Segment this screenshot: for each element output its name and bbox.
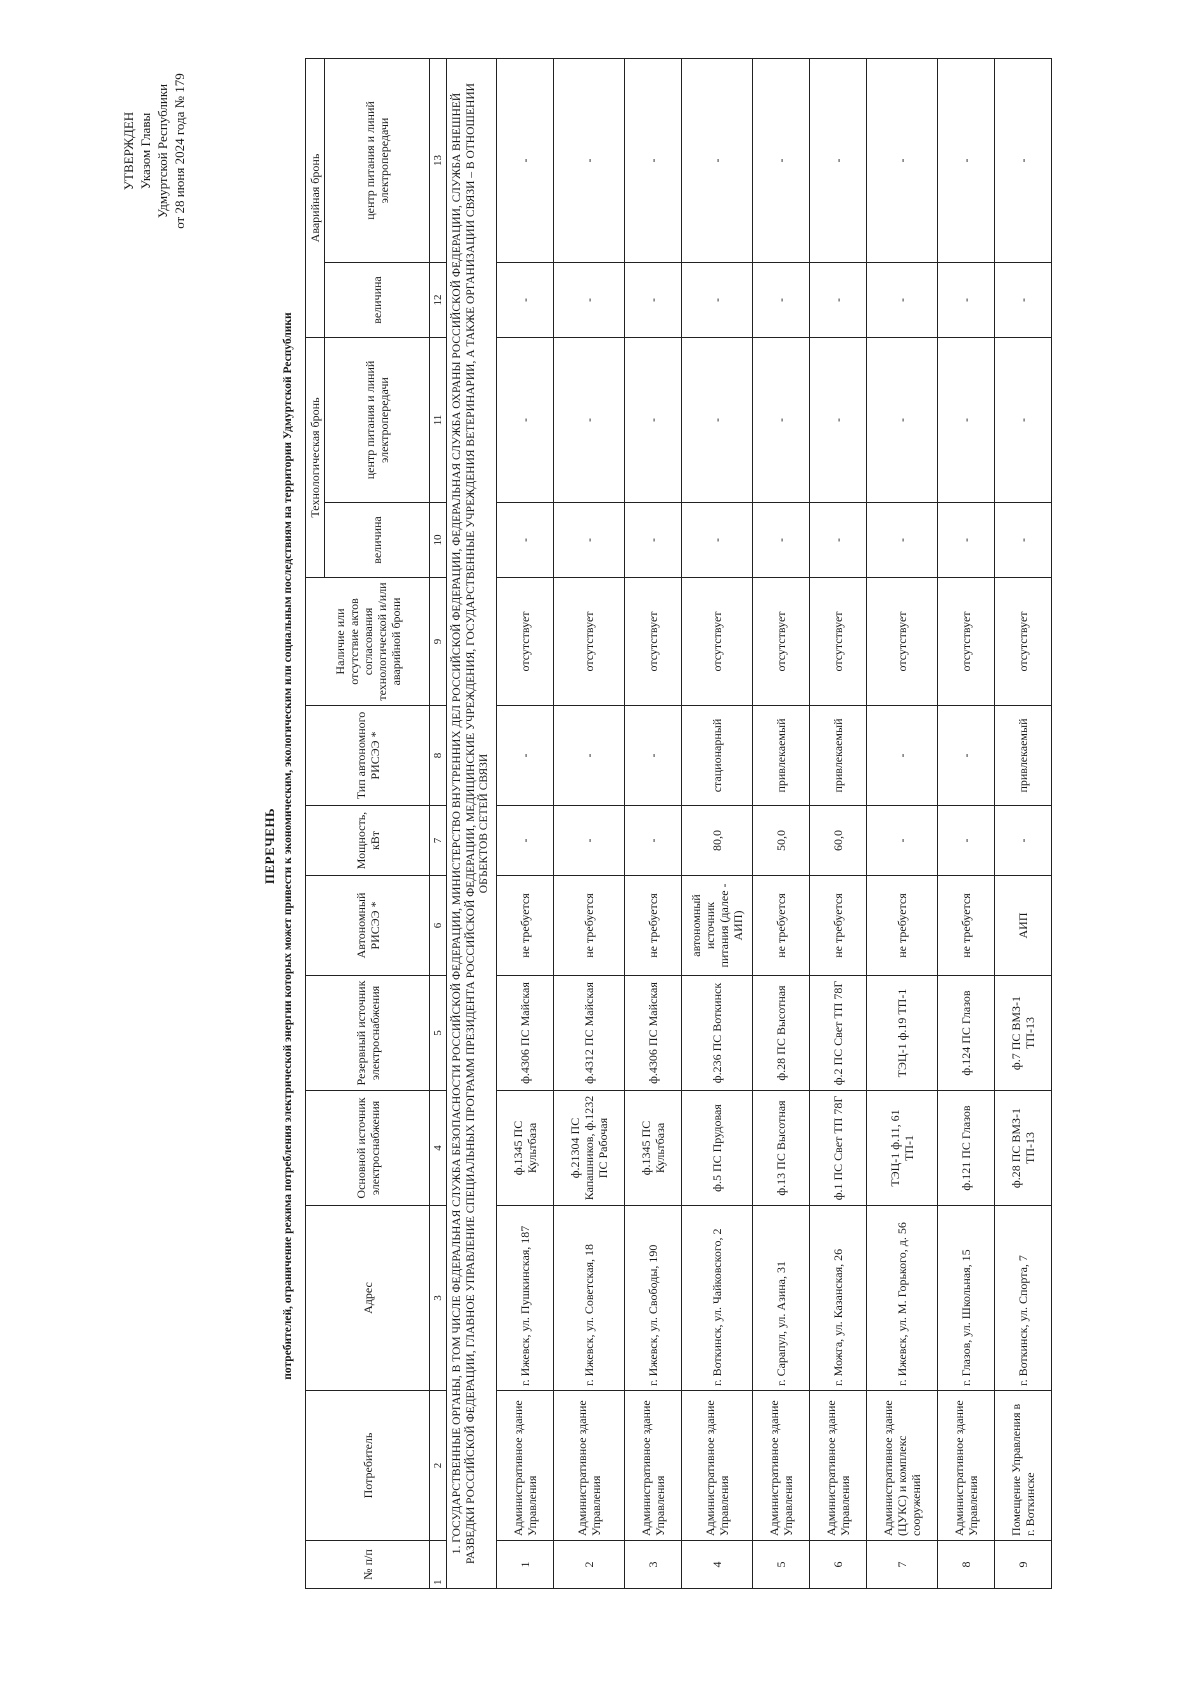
power-cell: - <box>937 806 994 876</box>
consumer-cell: Помещение Управления в г. Воткинске <box>994 1391 1051 1541</box>
em-value-cell: - <box>553 263 624 338</box>
autonomous-type-cell: - <box>937 706 994 806</box>
column-numbers-row <box>430 59 447 1589</box>
header-consumer: Потребитель <box>306 1391 430 1541</box>
header-power: Мощность, кВт <box>306 806 430 876</box>
em-value-cell: - <box>681 263 752 338</box>
column-number: 13 <box>430 59 447 263</box>
address-cell: г. Ижевск, ул. Свободы, 190 <box>624 1206 681 1391</box>
tech-center-cell: - <box>866 338 937 503</box>
autonomous-type-cell: привлекаемый <box>994 706 1051 806</box>
em-center-cell: - <box>994 59 1051 263</box>
em-center-cell: - <box>866 59 937 263</box>
column-number: 12 <box>430 263 447 338</box>
acts-cell: отсутствует <box>809 578 866 706</box>
reserve-source-cell: ф.236 ПС Воткинск <box>681 976 752 1091</box>
em-center-cell: - <box>752 59 809 263</box>
consumer-cell: Административное здание Управления <box>496 1391 553 1541</box>
autonomous-type-cell: привлекаемый <box>809 706 866 806</box>
consumers-table <box>305 58 1052 1589</box>
power-cell: - <box>553 806 624 876</box>
table-row <box>681 59 752 1589</box>
tech-value-cell: - <box>496 503 553 578</box>
autonomous-type-cell: - <box>624 706 681 806</box>
column-number: 2 <box>430 1391 447 1541</box>
tech-value-cell: - <box>624 503 681 578</box>
autonomous-cell: не требуется <box>553 876 624 976</box>
consumer-cell: Административное здание Управления <box>624 1391 681 1541</box>
header-address: Адрес <box>306 1206 430 1391</box>
power-cell: 50,0 <box>752 806 809 876</box>
header-autonomous-type: Тип автономного РИСЭЭ * <box>306 706 430 806</box>
tech-center-cell: - <box>809 338 866 503</box>
acts-cell: отсутствует <box>624 578 681 706</box>
section-heading: 1. ГОСУДАРСТВЕННЫЕ ОРГАНЫ, В ТОМ ЧИСЛЕ ФЕДЕРАЛЬНАЯ СЛУЖБА БЕЗОПАСНОСТИ РОССИЙСКОЙ ФЕДЕРАЦИИ, МИНИСТЕРСТВО ВНУТРЕННИХ ДЕЛ РОССИЙСКОЙ ФЕДЕРАЦИИ, ФЕДЕРАЛЬНАЯ СЛУЖБА ОХРАНЫ РОССИЙСКОЙ ФЕДЕРАЦИИ, СЛУЖБА ВНЕШНЕЙ РАЗВЕДКИ РОССИЙСКОЙ ФЕДЕРАЦИИ, ГЛАВНОЕ УПРАВЛЕНИЕ СПЕЦИАЛЬНЫХ ПРОГРАММ ПРЕЗИДЕНТА РОССИЙСКОЙ ФЕДЕРАЦИИ, МЕДИЦИНСКИЕ УЧРЕЖДЕНИЯ, ГОСУДАРСТВЕННЫЕ УЧРЕЖДЕНИЯ ВЕТЕРИНАРИИ, А ТАКЖЕ ОРГАНИЗАЦИИ СВЯЗИ – В ОТНОШЕНИИ ОБЪЕКТОВ СЕТЕЙ СВЯЗИ <box>447 59 497 1589</box>
tech-center-cell: - <box>681 338 752 503</box>
row-number: 7 <box>866 1541 937 1589</box>
em-value-cell: - <box>752 263 809 338</box>
acts-cell: отсутствует <box>553 578 624 706</box>
main-source-cell: ф.1 ПС Свет ТП 78Г <box>809 1091 866 1206</box>
tech-value-cell: - <box>937 503 994 578</box>
em-value-cell: - <box>809 263 866 338</box>
power-cell: - <box>624 806 681 876</box>
table-row <box>994 59 1051 1589</box>
column-number: 1 <box>430 1541 447 1589</box>
table-row <box>752 59 809 1589</box>
tech-value-cell: - <box>553 503 624 578</box>
reserve-source-cell: ф.4306 ПС Майская <box>624 976 681 1091</box>
header-tech-reserve: Технологическая бронь <box>306 338 325 578</box>
column-number: 8 <box>430 706 447 806</box>
em-value-cell: - <box>866 263 937 338</box>
em-center-cell: - <box>809 59 866 263</box>
power-cell: - <box>866 806 937 876</box>
header-em-center: центр питания и линий электропередачи <box>325 59 430 263</box>
em-center-cell: - <box>937 59 994 263</box>
row-number: 5 <box>752 1541 809 1589</box>
tech-value-cell: - <box>681 503 752 578</box>
reserve-source-cell: ф.4312 ПС Майская <box>553 976 624 1091</box>
main-source-cell: ф.21304 ПС Капашников, ф.1232 ПС Рабочая <box>553 1091 624 1206</box>
em-value-cell: - <box>624 263 681 338</box>
acts-cell: отсутствует <box>937 578 994 706</box>
consumer-cell: Административное здание Управления <box>681 1391 752 1541</box>
table-row <box>496 59 553 1589</box>
column-number: 5 <box>430 976 447 1091</box>
acts-cell: отсутствует <box>752 578 809 706</box>
column-number: 3 <box>430 1206 447 1391</box>
em-value-cell: - <box>496 263 553 338</box>
consumer-cell: Административное здание Управления <box>553 1391 624 1541</box>
row-number: 3 <box>624 1541 681 1589</box>
table-row <box>553 59 624 1589</box>
address-cell: г. Воткинск, ул. Чайковского, 2 <box>681 1206 752 1391</box>
section-row <box>447 59 497 1589</box>
em-center-cell: - <box>496 59 553 263</box>
power-cell: - <box>994 806 1051 876</box>
header-row <box>306 59 325 1589</box>
reserve-source-cell: ТЭЦ-1 ф.19 ТП-1 <box>866 976 937 1091</box>
autonomous-type-cell: - <box>496 706 553 806</box>
address-cell: г. Воткинск, ул. Спорта, 7 <box>994 1206 1051 1391</box>
tech-value-cell: - <box>809 503 866 578</box>
tech-center-cell: - <box>752 338 809 503</box>
tech-value-cell: - <box>752 503 809 578</box>
acts-cell: отсутствует <box>994 578 1051 706</box>
main-source-cell: ТЭЦ-1 ф.11, 61 ТП-1 <box>866 1091 937 1206</box>
reserve-source-cell: ф.7 ПС ВМЗ-1 ТП-13 <box>994 976 1051 1091</box>
tech-center-cell: - <box>937 338 994 503</box>
table-row <box>937 59 994 1589</box>
acts-cell: отсутствует <box>681 578 752 706</box>
acts-cell: отсутствует <box>866 578 937 706</box>
consumer-cell: Административное здание Управления <box>809 1391 866 1541</box>
document-subtitle: потребителей, ограничение режима потребления электрической энергии которых может привести к экономическим, экологическим или социальным последствиям на территории Удмуртской Республики <box>282 312 294 1380</box>
autonomous-cell: не требуется <box>752 876 809 976</box>
autonomous-type-cell: привлекаемый <box>752 706 809 806</box>
column-number: 9 <box>430 578 447 706</box>
em-center-cell: - <box>681 59 752 263</box>
column-number: 10 <box>430 503 447 578</box>
autonomous-cell: не требуется <box>809 876 866 976</box>
approval-line: от 28 июня 2024 года № 179 <box>172 73 187 229</box>
row-number: 2 <box>553 1541 624 1589</box>
autonomous-cell: не требуется <box>866 876 937 976</box>
autonomous-type-cell: - <box>866 706 937 806</box>
document-title: ПЕРЕЧЕНЬ <box>262 807 277 885</box>
reserve-source-cell: ф.2 ПС Свет ТП 78Г <box>809 976 866 1091</box>
main-source-cell: ф.1345 ПС Культбаза <box>624 1091 681 1206</box>
consumer-cell: Административное здание Управления <box>937 1391 994 1541</box>
tech-center-cell: - <box>994 338 1051 503</box>
autonomous-cell: автономный источник питания (далее - АИП) <box>681 876 752 976</box>
address-cell: г. Сарапул, ул. Азина, 31 <box>752 1206 809 1391</box>
power-cell: - <box>496 806 553 876</box>
main-source-cell: ф.121 ПС Глазов <box>937 1091 994 1206</box>
tech-center-cell: - <box>496 338 553 503</box>
tech-value-cell: - <box>866 503 937 578</box>
em-value-cell: - <box>937 263 994 338</box>
header-em-value: величина <box>325 263 430 338</box>
reserve-source-cell: ф.28 ПС Высотная <box>752 976 809 1091</box>
em-center-cell: - <box>624 59 681 263</box>
column-number: 11 <box>430 338 447 503</box>
row-number: 9 <box>994 1541 1051 1589</box>
autonomous-cell: не требуется <box>496 876 553 976</box>
main-source-cell: ф.1345 ПС Культбаза <box>496 1091 553 1206</box>
address-cell: г. Ижевск, ул. М. Горького, д. 56 <box>866 1206 937 1391</box>
tech-value-cell: - <box>994 503 1051 578</box>
acts-cell: отсутствует <box>496 578 553 706</box>
autonomous-type-cell: - <box>553 706 624 806</box>
address-cell: г. Ижевск, ул. Советская, 18 <box>553 1206 624 1391</box>
consumer-cell: Административное здание Управления <box>752 1391 809 1541</box>
main-source-cell: ф.5 ПС Прудовая <box>681 1091 752 1206</box>
power-cell: 80,0 <box>681 806 752 876</box>
table-row <box>866 59 937 1589</box>
column-number: 4 <box>430 1091 447 1206</box>
header-tech-center: центр питания и линий электропередачи <box>325 338 430 503</box>
consumer-cell: Административное здание (ЦУКС) и комплекс сооружений <box>866 1391 937 1541</box>
autonomous-cell: не требуется <box>937 876 994 976</box>
row-number: 6 <box>809 1541 866 1589</box>
table-row <box>809 59 866 1589</box>
autonomous-type-cell: стационарный <box>681 706 752 806</box>
header-main-source: Основной источник электроснабжения <box>306 1091 430 1206</box>
address-cell: г. Можга, ул. Казанская, 26 <box>809 1206 866 1391</box>
autonomous-cell: не требуется <box>624 876 681 976</box>
table-row <box>624 59 681 1589</box>
tech-center-cell: - <box>624 338 681 503</box>
em-value-cell: - <box>994 263 1051 338</box>
autonomous-cell: АИП <box>994 876 1051 976</box>
approval-stamp <box>120 51 188 251</box>
reserve-source-cell: ф.4306 ПС Майская <box>496 976 553 1091</box>
header-emergency-reserve: Аварийная бронь <box>306 59 325 338</box>
row-number: 1 <box>496 1541 553 1589</box>
em-center-cell: - <box>553 59 624 263</box>
header-reserve-source: Резервный источник электроснабжения <box>306 976 430 1091</box>
column-number: 6 <box>430 876 447 976</box>
tech-center-cell: - <box>553 338 624 503</box>
row-number: 4 <box>681 1541 752 1589</box>
header-acts: Наличие или отсутствие актов согласования технологической и/или аварийной брони <box>306 578 430 706</box>
row-number: 8 <box>937 1541 994 1589</box>
approval-line: Удмуртской Республики <box>155 83 170 219</box>
approval-line: УТВЕРЖДЕН <box>121 111 136 191</box>
approval-line: Указом Главы <box>138 112 153 190</box>
column-number: 7 <box>430 806 447 876</box>
main-source-cell: ф.13 ПС Высотная <box>752 1091 809 1206</box>
main-source-cell: ф.28 ПС ВМЗ-1 ТП-13 <box>994 1091 1051 1206</box>
header-tech-value: величина <box>325 503 430 578</box>
power-cell: 60,0 <box>809 806 866 876</box>
address-cell: г. Ижевск, ул. Пушкинская, 187 <box>496 1206 553 1391</box>
address-cell: г. Глазов, ул. Школьная, 15 <box>937 1206 994 1391</box>
header-num: № п/п <box>306 1541 430 1589</box>
reserve-source-cell: ф.124 ПС Глазов <box>937 976 994 1091</box>
header-autonomous: Автономный РИСЭЭ * <box>306 876 430 976</box>
